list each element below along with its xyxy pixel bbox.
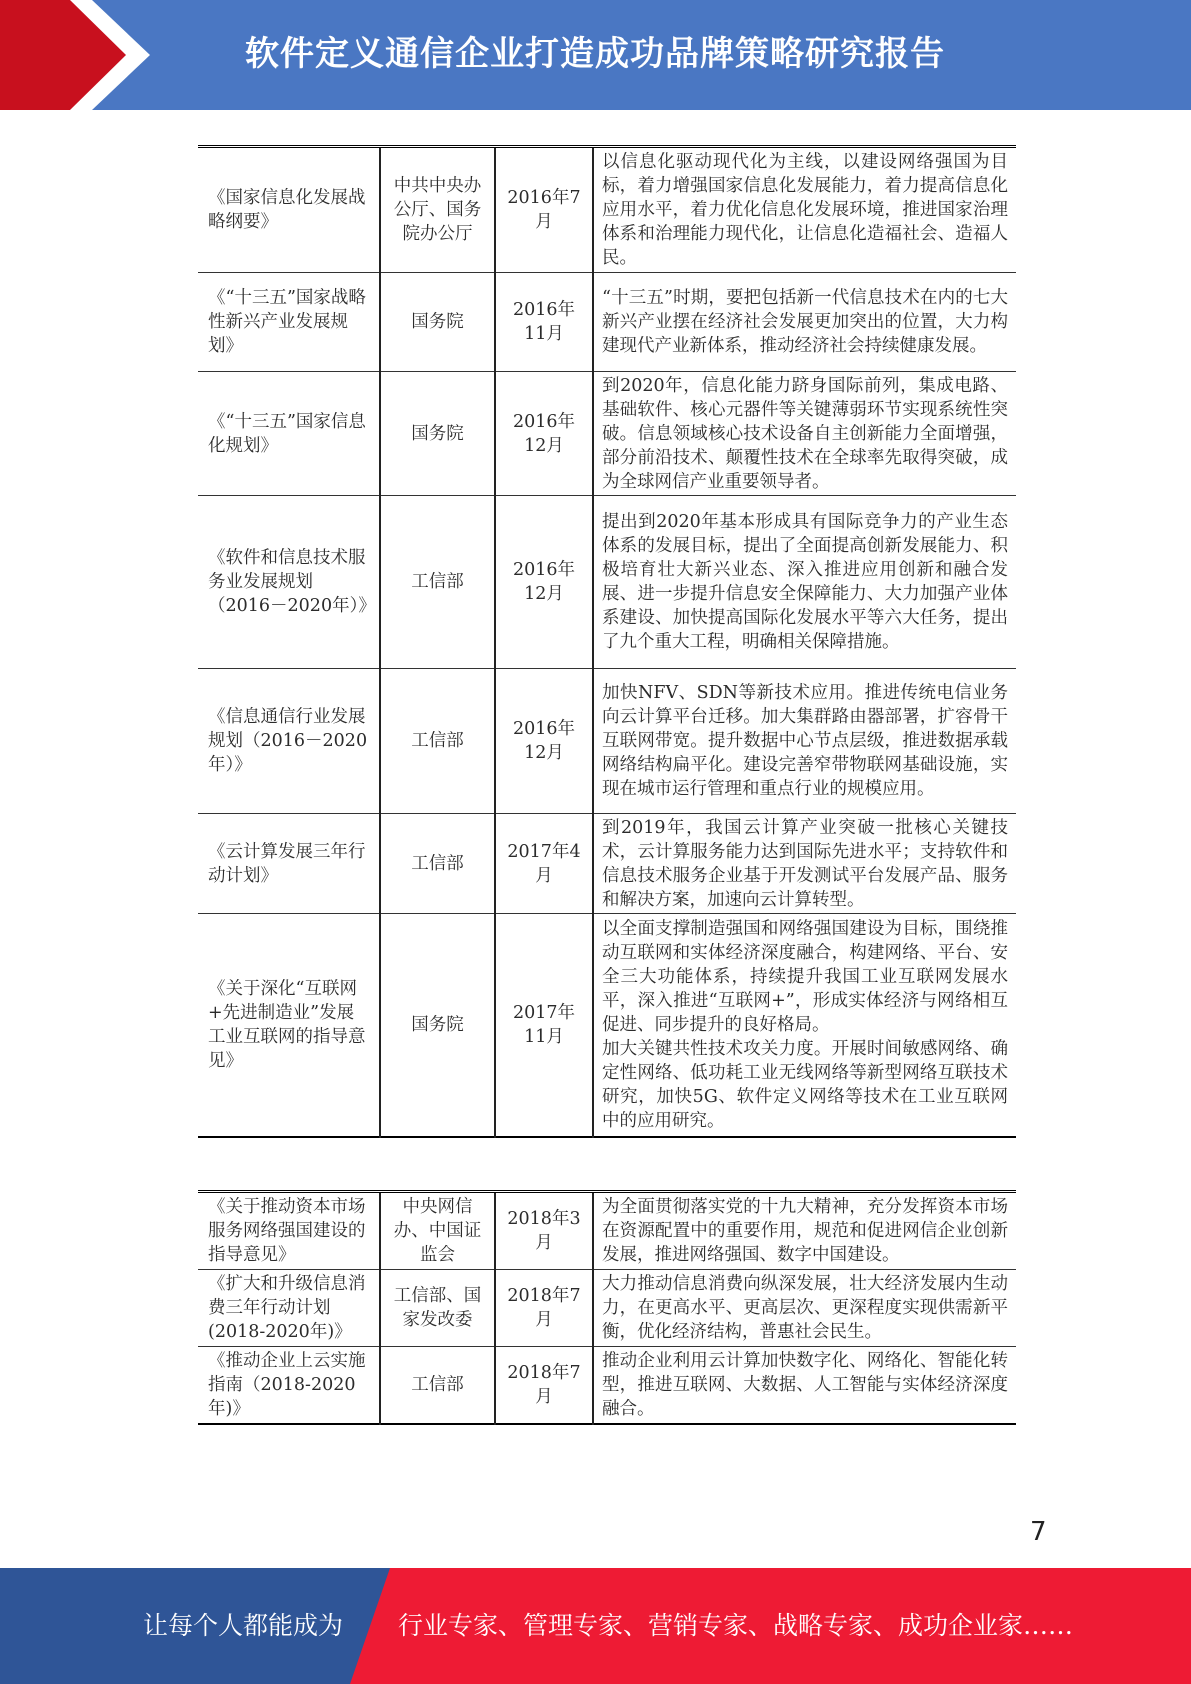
table-row <box>198 496 1016 669</box>
policy-date: 2016年12月 <box>495 496 593 669</box>
policy-name: 《国家信息化发展战略纲要》 <box>208 188 366 232</box>
policy-content-paragraph: 到2019年，我国云计算产业突破一批核心关键技术，云计算服务能力达到国际先进水平；支持软件和信息技术服务企业基于开发测试平台发展产品、服务和解决方案，加速向云计算转型。 <box>602 817 1008 910</box>
page-header <box>0 0 1191 110</box>
policy-content-paragraph: “十三五”时期，要把包括新一代信息技术在内的七大新兴产业摆在经济社会发展更加突出的位置，大力构建现代产业新体系，推动经济社会持续健康发展。 <box>602 288 1008 356</box>
page-number: 7 <box>1030 1517 1047 1547</box>
table-row <box>198 914 1016 1137</box>
header-arrow-decoration <box>0 0 150 110</box>
policy-content-paragraph: 到2020年，信息化能力跻身国际前列，集成电路、基础软件、核心元器件等关键薄弱环节实现系统性突破。信息领域核心技术设备自主创新能力全面增强，部分前沿技术、颠覆性技术在全球率先取得突破，成为全球网信产业重要领导者。 <box>602 375 1008 492</box>
policy-name: 《扩大和升级信息消费三年行动计划(2018-2020年)》 <box>198 1270 380 1347</box>
policy-content-paragraph: 以信息化驱动现代化为主线，以建设网络强国为目标，着力增强国家信息化发展能力，着力提高信息化应用水平，着力优化信息化发展环境，推进国家治理体系和治理能力现代化，让信息化造福社会、造福人民。 <box>602 152 1008 268</box>
policy-name: 《关于深化“互联网+先进制造业”发展工业互联网的指导意见》 <box>198 914 380 1137</box>
policy-content <box>593 669 1016 814</box>
policy-content-paragraph: 提出到2020年基本形成具有国际竞争力的产业生态体系的发展目标，提出了全面提高创新发展能力、积极培育壮大新兴业态、深入推进应用创新和融合发展、进一步提升信息安全保障能力、大力加强产业体系建设、加快提高国际化发展水平等六大任务，提出了九个重大工程，明确相关保障措施。 <box>602 512 1008 652</box>
policy-date: 2016年11月 <box>495 273 593 372</box>
policy-name: 《推动企业上云实施指南（2018-2020年)》 <box>198 1347 380 1425</box>
policy-issuer: 中央网信办、中国证监会 <box>380 1192 495 1270</box>
policy-name: 《“十三五”国家信息化规划》 <box>198 372 380 496</box>
policy-issuer: 国务院 <box>380 273 495 372</box>
policy-date: 2017年4月 <box>495 814 593 914</box>
policy-date: 2018年7月 <box>495 1347 593 1425</box>
table-row <box>198 814 1016 914</box>
policy-date: 2017年11月 <box>495 914 593 1137</box>
table-row <box>198 1347 1016 1425</box>
policy-content <box>593 1347 1016 1425</box>
table-row <box>198 1192 1016 1270</box>
report-title: 软件定义通信企业打造成功品牌策略研究报告 <box>245 34 945 74</box>
policy-issuer: 中共中央办公厅、国务院办公厅 <box>380 147 495 273</box>
policy-content <box>593 1270 1016 1347</box>
policy-name: 《信息通信行业发展规划（2016－2020年）》 <box>198 669 380 814</box>
policy-name: 《“十三五”国家战略性新兴产业发展规划》 <box>198 273 380 372</box>
policy-issuer: 工信部 <box>380 1347 495 1425</box>
policy-content <box>593 496 1016 669</box>
footer-slogan-left: 让每个人都能成为 <box>143 1611 344 1640</box>
policy-date: 2016年12月 <box>495 372 593 496</box>
policy-issuer: 国务院 <box>380 372 495 496</box>
policy-content-paragraph: 以全面支撑制造强国和网络强国建设为目标，围绕推动互联网和实体经济深度融合，构建网络、平台、安全三大功能体系，持续提升我国工业互联网发展水平，深入推进“互联网+”，形成实体经济与网络相互促进、同步提升的良好格局。 <box>602 918 1008 1035</box>
policy-issuer: 国务院 <box>380 914 495 1137</box>
table-row <box>198 273 1016 372</box>
footer-slogan-right: 行业专家、管理专家、营销专家、战略专家、成功企业家…… <box>398 1611 1074 1640</box>
policy-date: 2018年7月 <box>495 1270 593 1347</box>
policy-table-1 <box>198 145 1016 1138</box>
policy-content-paragraph: 加大关键共性技术攻关力度。开展时间敏感网络、确定性网络、低功耗工业无线网络等新型网络互联技术研究，加快5G、软件定义网络等技术在工业互联网中的应用研究。 <box>602 1038 1008 1131</box>
policy-date: 2016年12月 <box>495 669 593 814</box>
policy-name: 《云计算发展三年行动计划》 <box>198 814 380 914</box>
policy-content-paragraph: 推动企业利用云计算加快数字化、网络化、智能化转型，推进互联网、大数据、人工智能与实体经济深度融合。 <box>602 1351 1008 1419</box>
policy-content <box>593 914 1016 1137</box>
policy-issuer: 工信部 <box>380 669 495 814</box>
policy-content <box>593 147 1016 273</box>
page-footer <box>0 1568 1191 1684</box>
policy-content <box>593 814 1016 914</box>
policy-name: 《关于推动资本市场服务网络强国建设的指导意见》 <box>208 1197 366 1265</box>
policy-issuer: 工信部 <box>380 814 495 914</box>
table-row <box>198 669 1016 814</box>
table-row <box>198 147 1016 273</box>
table-row <box>198 372 1016 496</box>
policy-content <box>593 1192 1016 1270</box>
policy-date: 2018年3月 <box>495 1192 593 1270</box>
policy-table-2 <box>198 1190 1016 1425</box>
policy-content-paragraph: 大力推动信息消费向纵深发展，壮大经济发展内生动力，在更高水平、更高层次、更深程度实现供需新平衡，优化经济结构，普惠社会民生。 <box>602 1274 1008 1342</box>
policy-content <box>593 372 1016 496</box>
policy-content-paragraph: 加快NFV、SDN等新技术应用。推进传统电信业务向云计算平台迁移。加大集群路由器部署，扩容骨干互联网带宽。提升数据中心节点层级，推进数据承载网络结构扁平化。建设完善窄带物联网基础设施，实现在城市运行管理和重点行业的规模应用。 <box>602 683 1008 799</box>
policy-issuer: 工信部 <box>380 496 495 669</box>
policy-content-paragraph: 为全面贯彻落实党的十九大精神，充分发挥资本市场在资源配置中的重要作用，规范和促进网信企业创新发展，推进网络强国、数字中国建设。 <box>602 1197 1008 1265</box>
policy-date: 2016年7月 <box>495 147 593 273</box>
policy-issuer: 工信部、国家发改委 <box>380 1270 495 1347</box>
policy-content <box>593 273 1016 372</box>
table-row <box>198 1270 1016 1347</box>
policy-name: 《软件和信息技术服务业发展规划（2016－2020年）》 <box>198 496 380 669</box>
